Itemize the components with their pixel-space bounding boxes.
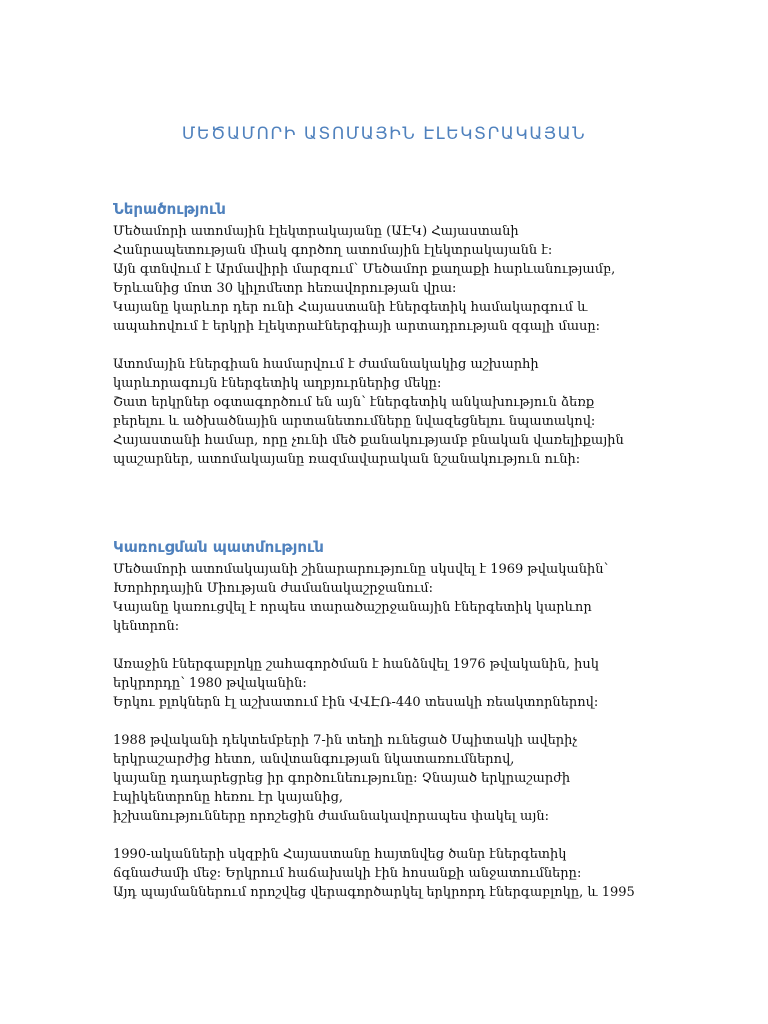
paragraph-line: իշխանությունները որոշեցին ժամանակավորապես փակել այն: xyxy=(113,809,550,824)
paragraph-line: երկրորդը՝ 1980 թվականին: xyxy=(113,676,307,691)
paragraph-line: Երկու բլոկներն էլ աշխատում էին ՎՎԷՌ-440 տեսակի ռեակտորներով: xyxy=(113,695,599,710)
paragraph-line: կենտրոն: xyxy=(113,619,180,634)
paragraph-line: Մեծամորի ատոմային էլեկտրակայանը (ԱԷԿ) Հայաստանի xyxy=(113,224,519,239)
paragraph-line: Խորհրդային Միության ժամանակաշրջանում: xyxy=(113,581,434,596)
section-heading-introduction: Ներածություն xyxy=(113,200,226,218)
paragraph-line: Առաջին էներգաբլոկը շահագործման է հանձնվել 1976 թվականին, իսկ xyxy=(113,657,599,672)
paragraph-line: Ատոմային էներգիան համարվում է ժամանակակից աշխարհի xyxy=(113,357,539,372)
paragraph-line: Կայանը կառուցվել է որպես տարածաշրջանային էներգետիկ կարևոր xyxy=(113,600,592,615)
paragraph-line: ճգնաժամի մեջ: Երկրում հաճախակի էին հոսանքի անջատումները: xyxy=(113,866,582,881)
paragraph-line: ապահովում է երկրի էլեկտրաէներգիայի արտադրության զգալի մասը: xyxy=(113,319,601,334)
paragraph-line: բերելու և ածխածնային արտանետումները նվազեցնելու նպատակով: xyxy=(113,414,596,429)
paragraph-line: Հանրապետության միակ գործող ատոմային էլեկտրակայանն է: xyxy=(113,243,553,258)
paragraph-line: Այն գտնվում է Արմավիրի մարզում՝ Մեծամոր քաղաքի հարևանությամբ, xyxy=(113,262,616,277)
section-heading-construction-history: Կառուցման պատմություն xyxy=(113,538,324,556)
paragraph-line: երկրաշարժից հետո, անվտանգության նկատառումներով, xyxy=(113,752,515,767)
paragraph-line: 1988 թվականի դեկտեմբերի 7-ին տեղի ունեցած Սպիտակի ավերիչ xyxy=(113,733,578,748)
paragraph-line: Այդ պայմաններում որոշվեց վերագործարկել երկրորդ էներգաբլոկը, և 1995 xyxy=(113,885,635,900)
paragraph-line: Շատ երկրներ օգտագործում են այն՝ էներգետիկ անկախություն ձեռք xyxy=(113,395,595,410)
paragraph-line: 1990-ականների սկզբին Հայաստանը հայտնվեց ծանր էներգետիկ xyxy=(113,847,567,862)
paragraph-line: Հայաստանի համար, որը չունի մեծ քանակությամբ բնական վառելիքային xyxy=(113,433,624,448)
paragraph-line: էպիկենտրոնը հեռու էր կայանից, xyxy=(113,790,344,805)
document-title: ՄԵԾԱՄՈՐԻ ԱՏՈՄԱՅԻՆ ԷԼԵԿՏՐԱԿԱՅԱՆ xyxy=(181,124,587,144)
paragraph-line: կայանը դադարեցրեց իր գործունեությունը: Չնայած երկրաշարժի xyxy=(113,771,571,786)
paragraph-line: կարևորագույն էներգետիկ աղբյուրներից մեկը: xyxy=(113,376,442,391)
paragraph-line: Մեծամորի ատոմակայանի շինարարությունը սկսվել է 1969 թվականին՝ xyxy=(113,562,609,577)
paragraph-line: պաշարներ, ատոմակայանը ռազմավարական նշանակություն ունի: xyxy=(113,452,581,467)
paragraph-line: Երևանից մոտ 30 կիլոմետր հեռավորության վրա: xyxy=(113,281,457,296)
paragraph-line: Կայանը կարևոր դեր ունի Հայաստանի էներգետիկ համակարգում և xyxy=(113,300,588,315)
